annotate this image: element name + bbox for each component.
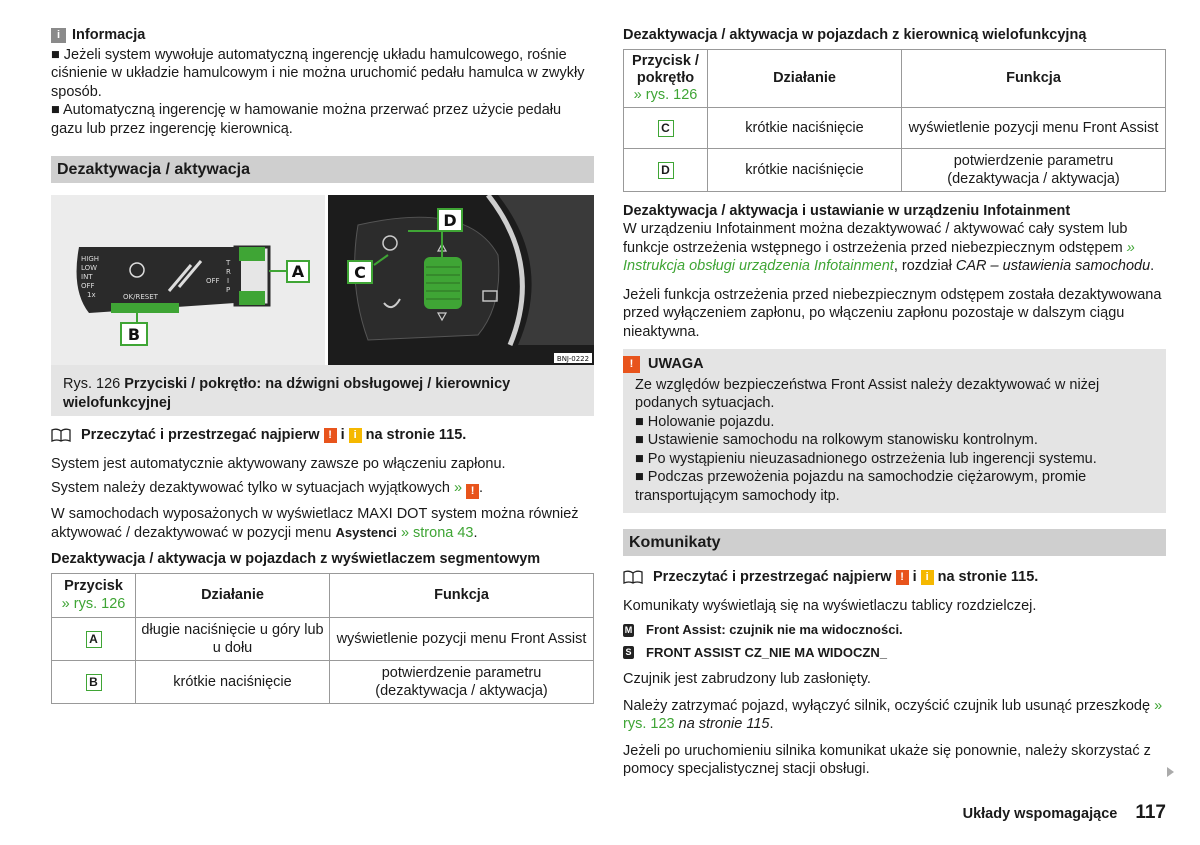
link-arrow[interactable]: » xyxy=(453,480,463,496)
table-row xyxy=(624,107,1166,148)
stalk-off: OFF xyxy=(206,277,220,285)
paragraph-auto: System jest automatycznie aktywowany zawsze po włączeniu zapłonu. xyxy=(51,455,506,472)
message-segment: S FRONT ASSIST CZ_NIE MA WIDOCZN_ xyxy=(623,644,1166,663)
read-note-page: na stronie 115. xyxy=(365,427,467,443)
section-heading-deactivation: Dezaktywacja / aktywacja xyxy=(51,156,594,183)
warning-intro: Ze względów bezpieczeństwa Front Assist należy dezaktywować w niżej podanych sytuacjach. xyxy=(635,376,1100,411)
stalk-speed-1x: 1x xyxy=(87,291,96,299)
table-cell-function: wyświetlenie pozycji menu Front Assist xyxy=(902,107,1166,148)
infotainment-title: Dezaktywacja / aktywacja i ustawianie w urządzeniu Infotainment xyxy=(623,202,1071,219)
infotainment-paragraph: W urządzeniu Infotainment można dezaktywować / aktywować cały system lub funkcje ostrzeżenia wstępnego i ostrzeżenia przed niebezpiecznym odstępem » Instrukcja obsługi urządzenia Infotainment, rozdział CAR – ustawienia samochodu. xyxy=(623,221,1155,274)
stalk-illustration xyxy=(51,195,325,365)
info-icon: i xyxy=(51,28,66,43)
book-icon xyxy=(51,428,71,442)
link-infotainment-manual[interactable]: » Instrukcja obsługi urządzenia Infotainment xyxy=(623,239,1135,274)
service-paragraph: Jeżeli po uruchomieniu silnika komunikat ukaże się ponownie, należy skorzystać z pomocy specjalistycznej stacji obsługi. xyxy=(623,742,1151,777)
table-cell-action: krótkie naciśnięcie xyxy=(708,107,902,148)
key-b: B xyxy=(86,674,102,691)
caption-prefix: Rys. 126 xyxy=(63,376,121,392)
warning-title: UWAGA xyxy=(648,356,704,372)
figure-caption xyxy=(51,365,594,416)
stop-paragraph: Należy zatrzymać pojazd, wyłączyć silnik, oczyścić czujnik lub usunąć przeszkodę » rys. 123 na stronie 115. xyxy=(623,697,1163,732)
section-heading-messages: Komunikaty xyxy=(623,529,1166,556)
read-note-text: Przeczytać i przestrzegać najpierw xyxy=(653,569,892,585)
warning-icon: ! xyxy=(466,484,479,499)
table-header-action: Działanie xyxy=(708,49,902,107)
stalk-speed-int: INT xyxy=(81,273,93,281)
book-icon xyxy=(623,570,643,584)
link-page-43[interactable]: » strona 43 xyxy=(400,524,474,541)
caption-text: Przyciski / pokrętło: na dźwigni obsługowej / kierownicy wielofunkcyjnej xyxy=(63,376,511,411)
stalk-trip-t: T xyxy=(226,259,231,267)
read-note xyxy=(51,426,594,445)
info-heading xyxy=(51,26,594,45)
table-row xyxy=(52,660,594,703)
figure-code: BNJ-0222 xyxy=(556,355,590,363)
info-title: Informacja xyxy=(72,27,146,43)
table-cell-function: potwierdzenie parametru (dezaktywacja / aktywacja) xyxy=(902,148,1166,191)
footer-chapter-title: Układy wspomagające xyxy=(962,806,1118,822)
paragraph-deactivate: System należy dezaktywować tylko w sytuacjach wyjątkowych » ! . xyxy=(51,480,484,497)
maxidot-display-icon: M xyxy=(624,624,633,635)
table-multifunction xyxy=(623,49,1166,192)
link-rys-126[interactable]: » rys. 126 xyxy=(61,596,126,612)
menu-item-asystenci: Asystenci xyxy=(335,524,397,540)
warning-box xyxy=(623,349,1166,513)
figure-label-d: D xyxy=(443,211,457,230)
table-cell-action: krótkie naciśnięcie xyxy=(708,148,902,191)
warning-bullet: ■ Po wystąpieniu nieuzasadnionego ostrzeżenia lub ingerencji systemu. xyxy=(635,450,1097,467)
ignition-paragraph: Jeżeli funkcja ostrzeżenia przed niebezpiecznym odstępem została dezaktywowana przed wyłączeniem zapłonu, po włączeniu zapłonu pozostaje w dalszym ciągu nieaktywna. xyxy=(623,286,1162,340)
messages-paragraph: Komunikaty wyświetlają się na wyświetlaczu tablicy rozdzielczej. xyxy=(623,597,1037,614)
table-row xyxy=(52,617,594,660)
warning-bullet: ■ Ustawienie samochodu na rolkowym stanowisku kontrolnym. xyxy=(635,432,1038,448)
page-number: 117 xyxy=(1135,802,1166,823)
segment-display-icon: S xyxy=(623,646,634,659)
left-column xyxy=(51,26,594,704)
warning-bullet: ■ Podczas przewożenia pojazdu na samochodzie ciężarowym, promie transportującym samochody itp. xyxy=(635,469,1087,504)
table-header-action: Działanie xyxy=(136,573,330,617)
warning-icon: ! xyxy=(623,356,640,373)
message-maxidot: M Front Assist: czujnik nie ma widoczności. xyxy=(624,622,903,637)
stalk-trip-p: P xyxy=(226,286,231,294)
stalk-speed-low: LOW xyxy=(81,264,98,272)
stalk-trip-i: I xyxy=(227,277,230,285)
figure-label-b: B xyxy=(127,325,141,344)
read-note xyxy=(623,568,1166,587)
stalk-trip-r: R xyxy=(226,268,231,276)
table-header-button: Przycisk / pokrętło » rys. 126 xyxy=(624,49,708,107)
key-c: C xyxy=(658,120,674,137)
table-header-button: Przycisk » rys. 126 xyxy=(52,573,136,617)
paragraph-maxidot: W samochodach wyposażonych w wyświetlacz MAXI DOT system można również aktywować / dezaktywować w pozycji menu Asystenci » strona 43. xyxy=(51,506,579,541)
link-rys-126[interactable]: » rys. 126 xyxy=(633,86,698,103)
warning-heading xyxy=(623,355,1154,374)
info-bullet-1: ■ Jeżeli system wywołuje automatyczną ingerencję układu hamulcowego, rośnie ciśnienie w układzie hamulcowym i nie można uruchomić pedału hamulca w zwykły sposób. xyxy=(51,46,585,100)
table-header-function: Funkcja xyxy=(330,573,594,617)
key-a: A xyxy=(86,631,102,648)
read-note-and: i xyxy=(340,427,345,443)
stalk-speed-high: HIGH xyxy=(81,255,100,263)
table-cell-action: krótkie naciśnięcie xyxy=(136,660,330,703)
right-column xyxy=(623,26,1166,785)
read-note-text: Przeczytać i przestrzegać najpierw xyxy=(81,427,320,443)
table-cell-action: długie naciśnięcie u góry lub u dołu xyxy=(136,617,330,660)
table-cell-function: wyświetlenie pozycji menu Front Assist xyxy=(330,617,594,660)
read-note-page: na stronie 115. xyxy=(937,569,1039,585)
key-d: D xyxy=(658,162,674,179)
warning-icon: ! xyxy=(324,428,337,443)
stalk-okreset: OK/RESET xyxy=(123,293,158,301)
stalk-speed-off: OFF xyxy=(81,282,95,290)
next-page-arrow-icon xyxy=(1167,767,1174,777)
steering-wheel-illustration xyxy=(328,195,594,365)
info-icon: i xyxy=(349,428,362,443)
figure-label-a: A xyxy=(291,262,305,281)
read-note-and: i xyxy=(912,569,917,585)
page-footer xyxy=(963,804,1166,824)
warning-bullet: ■ Holowanie pojazdu. xyxy=(635,413,775,430)
info-icon: i xyxy=(921,570,934,585)
figure-126 xyxy=(51,195,594,365)
warning-icon: ! xyxy=(896,570,909,585)
table-title-segment: Dezaktywacja / aktywacja w pojazdach z wyświetlaczem segmentowym xyxy=(51,551,541,567)
figure-label-c: C xyxy=(354,263,366,282)
table-title-multifunction: Dezaktywacja / aktywacja w pojazdach z kierownicą wielofunkcyjną xyxy=(623,27,1087,43)
table-header-function: Funkcja xyxy=(902,49,1166,107)
table-segment xyxy=(51,573,594,704)
link-rys-123[interactable]: » rys. 123 xyxy=(623,697,1163,732)
table-row xyxy=(624,148,1166,191)
table-cell-function: potwierdzenie parametru (dezaktywacja / aktywacja) xyxy=(330,660,594,703)
info-bullet-2: ■ Automatyczną ingerencję w hamowanie można przerwać przez użycie pedału gazu lub przez ingerencję kierownicą. xyxy=(51,102,562,137)
sensor-dirty-paragraph: Czujnik jest zabrudzony lub zasłonięty. xyxy=(623,671,871,687)
